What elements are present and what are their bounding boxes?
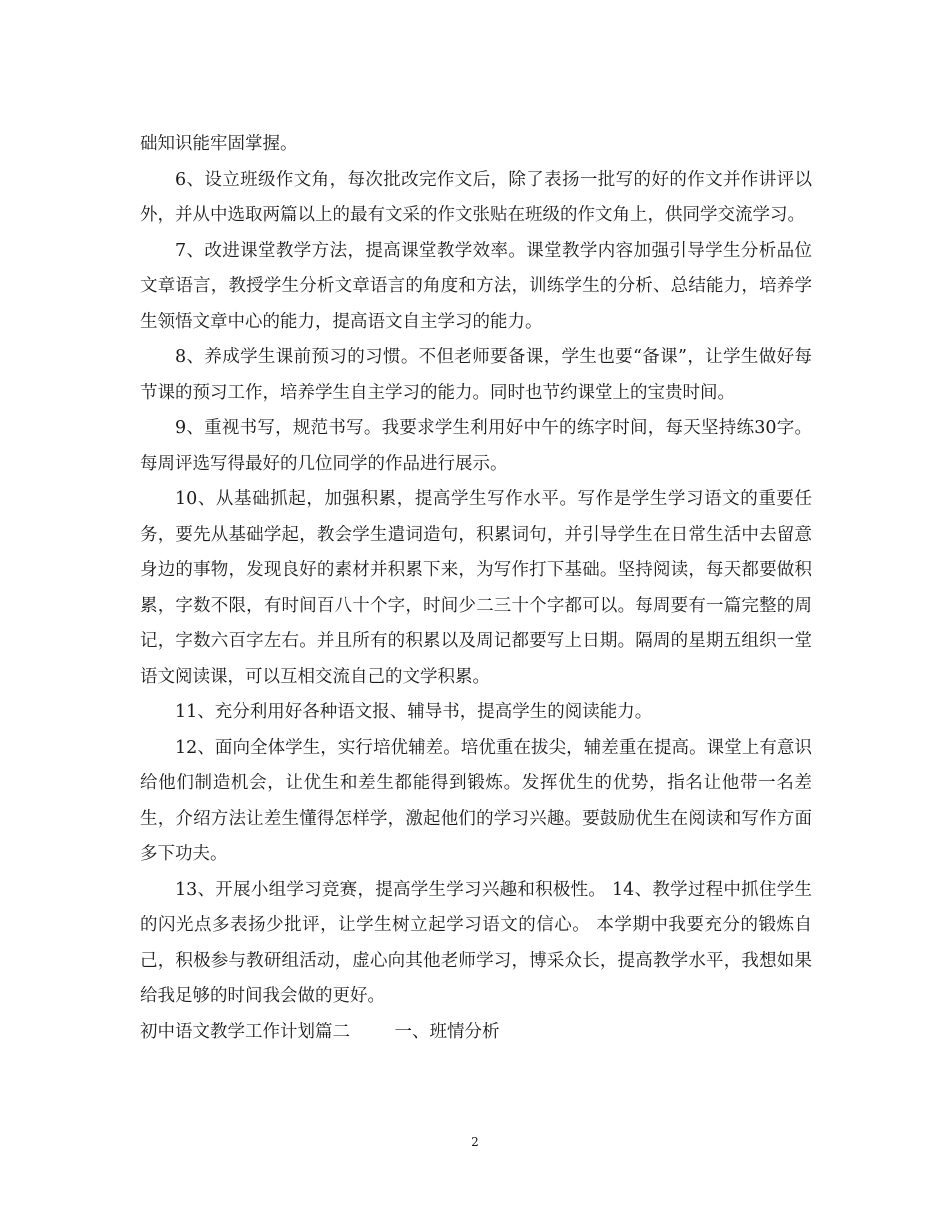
paragraph-item-12: 12、面向全体学生，实行培优辅差。培优重在拔尖，辅差重在提高。课堂上有意识给他们制造机会，让优生和差生都能得到锻炼。发挥优生的优势，指名让他带一名差生，介绍方法让差生懂得怎样学，激起他们的学习兴趣。要鼓励优生在阅读和写作方面多下功夫。 <box>140 737 812 864</box>
section-title: 初中语文教学工作计划篇二 <box>140 1021 350 1042</box>
paragraph-item-7: 7、改进课堂教学方法，提高课堂教学效率。课堂教学内容加强引导学生分析品位文章语言，教授学生分析文章语言的角度和方法，训练学生的分析、总结能力，培养学生领悟文章中心的能力，提高语文自主学习的能力。 <box>140 240 812 332</box>
paragraph-item-8: 8、养成学生课前预习的习惯。不但老师要备课，学生也要“备课”，让学生做好每节课的预习工作，培养学生自主学习的能力。同时也节约课堂上的宝贵时间。 <box>140 347 812 403</box>
paragraph-continuation: 础知识能牢固掌握。 <box>140 134 298 154</box>
paragraph-item-10: 10、从基础抓起，加强积累，提高学生写作水平。写作是学生学习语文的重要任务，要先从基础学起，教会学生遣词造句，积累词句，并引导学生在日常生活中去留意身边的事物，发现良好的素材并积累下来，为写作打下基础。坚持阅读，每天都要做积累，字数不限，有时间百八十个字，时间少二三十个字都可以。每周要有一篇完整的周记，字数六百字左右。并且所有的积累以及周记都要写上日期。隔周的星期五组织一堂语文阅读课，可以互相交流自己的文学积累。 <box>140 489 812 687</box>
paragraph-item-6: 6、设立班级作文角，每次批改完作文后，除了表扬一批写的好的作文并作讲评以外，并从中选取两篇以上的最有文采的作文张贴在班级的作文角上，供同学交流学习。 <box>140 169 812 225</box>
paragraph-item-11: 11、充分利用好各种语文报、辅导书，提高学生的阅读能力。 <box>175 702 653 722</box>
section-heading <box>140 1015 812 1051</box>
section-subtitle: 一、班情分析 <box>394 1021 500 1042</box>
document-body <box>140 127 812 1050</box>
page-number: 2 <box>471 1135 479 1149</box>
paragraph-item-9: 9、重视书写，规范书写。我要求学生利用好中午的练字时间，每天坚持练30字。每周评选写得最好的几位同学的作品进行展示。 <box>140 418 812 474</box>
paragraph-item-13-14: 13、开展小组学习竞赛，提高学生学习兴趣和积极性。 14、教学过程中抓住学生的闪光点多表扬少批评，让学生树立起学习语文的信心。 本学期中我要充分的锻炼自己，积极参与教研组活动，虚心向其他老师学习，博采众长，提高教学水平，我想如果给我足够的时间我会做的更好。 <box>140 879 812 1006</box>
